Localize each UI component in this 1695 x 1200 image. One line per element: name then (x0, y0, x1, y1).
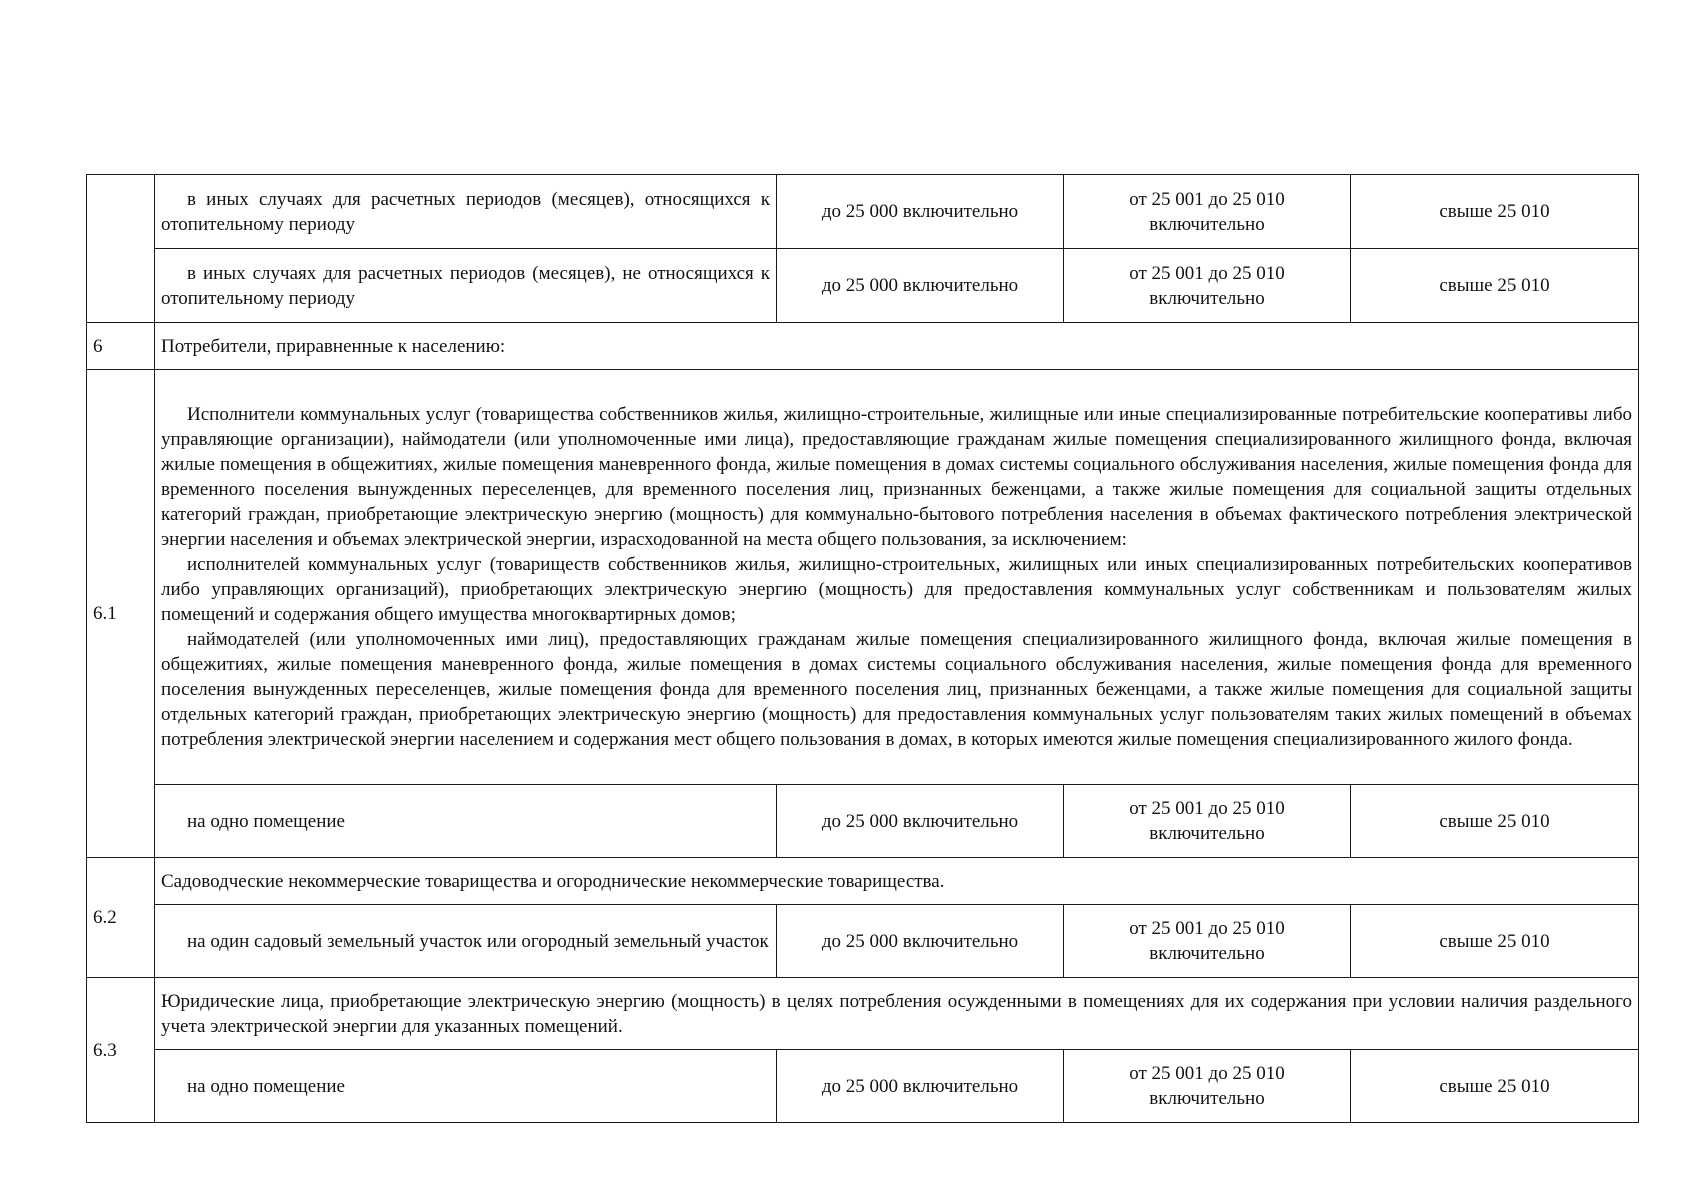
tariff-table (86, 174, 1639, 1123)
value-cell-3: свыше 25 010 (1351, 785, 1639, 858)
section-number: 6.2 (87, 858, 155, 978)
section-title: Садоводческие некоммерческие товарищества и огороднические некоммерческие товарищества. (155, 858, 1639, 905)
section-number: 6.1 (87, 370, 155, 858)
value-cell-3: свыше 25 010 (1351, 1050, 1639, 1123)
section-row-6-1 (87, 370, 1639, 785)
row-description: в иных случаях для расчетных периодов (месяцев), не относящихся к отопительному периоду (155, 249, 777, 323)
row-number-cell (87, 175, 155, 323)
value-cell-1: до 25 000 включительно (777, 905, 1064, 978)
value-cell-2: от 25 001 до 25 010 включительно (1064, 785, 1351, 858)
value-cell-1: до 25 000 включительно (777, 785, 1064, 858)
table-row (87, 175, 1639, 249)
value-cell-1: до 25 000 включительно (777, 175, 1064, 249)
value-cell-2: от 25 001 до 25 010 включительно (1064, 905, 1351, 978)
table-row (87, 905, 1639, 978)
row-description: в иных случаях для расчетных периодов (месяцев), относящихся к отопительному периоду (155, 175, 777, 249)
value-cell-2: от 25 001 до 25 010 включительно (1064, 249, 1351, 323)
section-text (155, 370, 1639, 785)
section-row-6-2 (87, 858, 1639, 905)
value-cell-2: от 25 001 до 25 010 включительно (1064, 1050, 1351, 1123)
section-number: 6 (87, 323, 155, 370)
value-cell-1: до 25 000 включительно (777, 249, 1064, 323)
value-cell-2: от 25 001 до 25 010 включительно (1064, 175, 1351, 249)
table-row (87, 785, 1639, 858)
row-description: на одно помещение (155, 785, 777, 858)
section-number: 6.3 (87, 978, 155, 1123)
section-title: Юридические лица, приобретающие электрическую энергию (мощность) в целях потребления осужденными в помещениях для их содержания при условии наличия раздельного учета электрической энергии для указанных помещений. (155, 978, 1639, 1050)
value-cell-3: свыше 25 010 (1351, 249, 1639, 323)
paragraph-1: Исполнители коммунальных услуг (товарищества собственников жилья, жилищно-строительные, жилищные или иные специализированные потребительские кооперативы либо управляющие организации), наймодатели (или уполномоченные ими лица), предоставляющие гражданам жилые помещения специализированного жилищного фонда, включая жилые помещения в общежитиях, жилые помещения маневренного фонда, жилые помещения в домах системы социального обслуживания населения, жилые помещения фонда для временного поселения вынужденных переселенцев, для временного поселения лиц, признанных беженцами, а также жилые помещения для социальной защиты отдельных категорий граждан, приобретающие электрическую энергию (мощность) для коммунально-бытового потребления населения в объемах фактического потребления электрической энергии населения и объемах электрической энергии, израсходованной на места общего пользования, за исключением: (161, 404, 1632, 550)
row-description: на один садовый земельный участок или огородный земельный участок (155, 905, 777, 978)
paragraph-2: исполнителей коммунальных услуг (товариществ собственников жилья, жилищно-строительных, жилищных или иных специализированных потребительских кооперативов либо управляющих организаций), приобретающих электрическую энергию (мощность) для предоставления коммунальных услуг собственникам и пользователям жилых помещений и содержания общего имущества многоквартирных домов; (161, 554, 1632, 625)
section-row-6 (87, 323, 1639, 370)
section-row-6-3 (87, 978, 1639, 1050)
table-row (87, 1050, 1639, 1123)
value-cell-3: свыше 25 010 (1351, 175, 1639, 249)
value-cell-1: до 25 000 включительно (777, 1050, 1064, 1123)
value-cell-3: свыше 25 010 (1351, 905, 1639, 978)
row-description: на одно помещение (155, 1050, 777, 1123)
paragraph-3: наймодателей (или уполномоченных ими лиц), предоставляющих гражданам жилые помещения специализированного жилищного фонда, включая жилые помещения в общежитиях, жилые помещения маневренного фонда, жилые помещения в домах системы социального обслуживания населения, жилые помещения фонда для временного поселения вынужденных переселенцев, жилые помещения фонда для временного поселения лиц, признанных беженцами, а также жилые помещения для социальной защиты отдельных категорий граждан, приобретающих электрическую энергию (мощность) для предоставления коммунальных услуг пользователям таких жилых помещений в объемах потребления электрической энергии населением и содержания мест общего пользования в домах, в которых имеются жилые помещения специализированного жилого фонда. (161, 629, 1632, 750)
table-row (87, 249, 1639, 323)
section-title: Потребители, приравненные к населению: (155, 323, 1639, 370)
